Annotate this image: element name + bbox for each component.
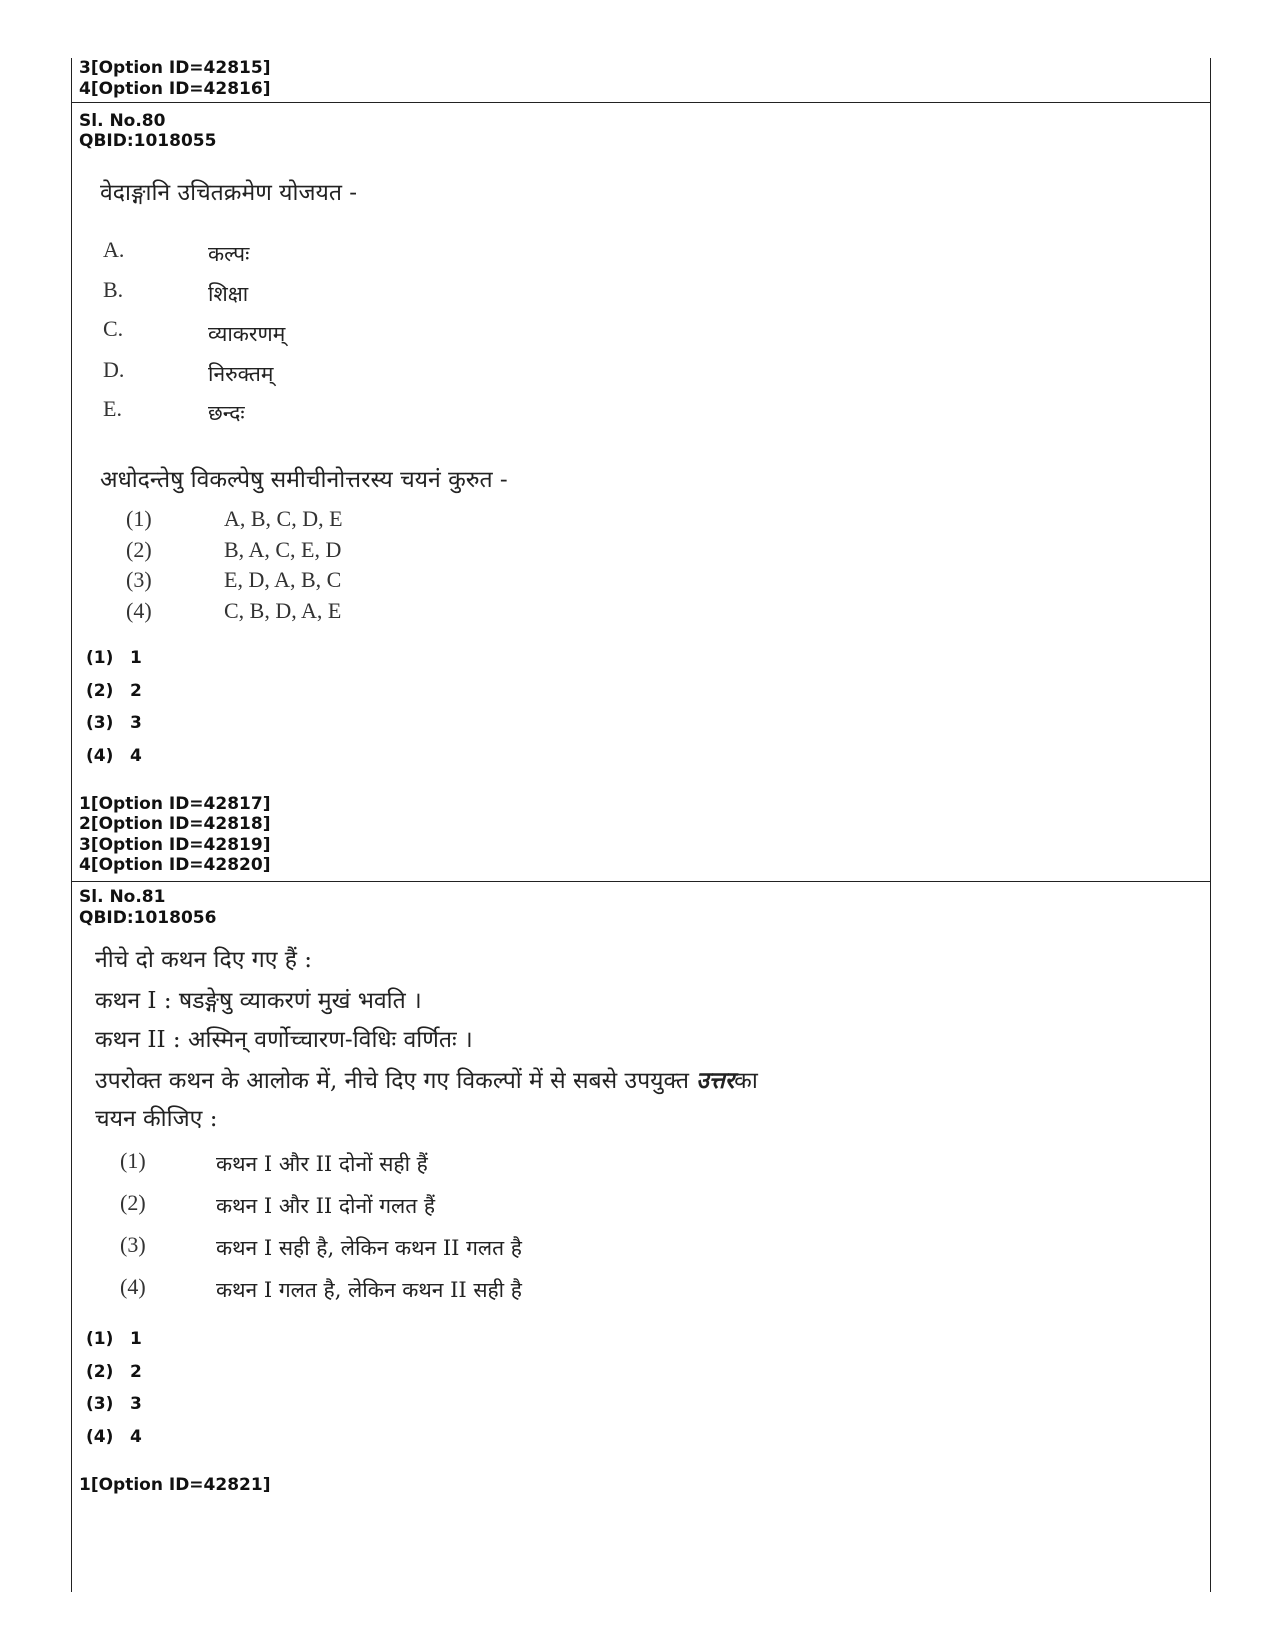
divider <box>71 881 1211 882</box>
answer-option[interactable]: (2) 2 <box>86 681 142 701</box>
answer-option[interactable]: (1) 1 <box>86 1329 142 1349</box>
option-id-line: 4[Option ID=42816] <box>79 79 271 99</box>
match-item-label: A. <box>103 237 125 262</box>
statement-2: कथन II : अस्मिन् वर्णोच्चारण-विधिः वर्णितः । <box>95 1027 473 1053</box>
choice-number: (3) <box>120 1232 146 1257</box>
match-item-label: D. <box>103 357 125 382</box>
choice-text: C, B, D, A, E <box>224 598 342 623</box>
divider <box>71 102 1211 103</box>
answer-option[interactable]: (3) 3 <box>86 713 142 733</box>
choice-text: कथन I गलत है, लेकिन कथन II सही है <box>216 1278 522 1302</box>
match-item-label: C. <box>103 316 124 341</box>
answer-option[interactable]: (4) 4 <box>86 1427 142 1447</box>
question-bank-id: QBID:1018055 <box>79 131 217 151</box>
match-item-text: शिक्षा <box>208 282 249 306</box>
serial-number: Sl. No.80 <box>79 111 166 131</box>
choice-number: (3) <box>126 567 152 592</box>
choice-number: (1) <box>120 1148 146 1173</box>
choice-number: (4) <box>126 598 152 623</box>
question-instruction-cont: चयन कीजिए : <box>95 1106 218 1132</box>
choice-text: B, A, C, E, D <box>224 537 342 562</box>
answer-option[interactable]: (4) 4 <box>86 746 142 766</box>
choice-text: कथन I और II दोनों गलत हैं <box>216 1194 436 1218</box>
question-intro: नीचे दो कथन दिए गए हैं : <box>95 947 313 973</box>
option-id-line: 2[Option ID=42818] <box>79 814 271 834</box>
option-id-line: 1[Option ID=42821] <box>79 1475 271 1495</box>
choice-text: A, B, C, D, E <box>224 506 343 531</box>
question-instruction: अधोदन्तेषु विकल्पेषु समीचीनोत्तरस्य चयनं कुरुत - <box>100 467 508 493</box>
match-item-text: निरुक्तम् <box>208 362 274 386</box>
choice-text: कथन I सही है, लेकिन कथन II गलत है <box>216 1236 522 1260</box>
choice-number: (4) <box>120 1274 146 1299</box>
statement-1: कथन I : षडङ्गेषु व्याकरणं मुखं भवति । <box>95 988 422 1014</box>
choice-number: (2) <box>126 537 152 562</box>
match-item-text: कल्पः <box>208 242 250 266</box>
option-id-line: 4[Option ID=42820] <box>79 855 271 875</box>
answer-option[interactable]: (1) 1 <box>86 648 142 668</box>
option-id-line: 3[Option ID=42819] <box>79 835 271 855</box>
serial-number: Sl. No.81 <box>79 887 166 907</box>
question-bank-id: QBID:1018056 <box>79 908 217 928</box>
question-instruction: उपरोक्त कथन के आलोक में, नीचे दिए गए विकल्पों में से सबसे उपयुक्त उत्तरका <box>95 1067 758 1094</box>
choice-text: कथन I और II दोनों सही हैं <box>216 1152 428 1176</box>
match-item-label: E. <box>103 396 122 421</box>
answer-option[interactable]: (2) 2 <box>86 1362 142 1382</box>
match-item-label: B. <box>103 277 124 302</box>
choice-text: E, D, A, B, C <box>224 567 342 592</box>
match-item-text: व्याकरणम् <box>208 322 286 346</box>
option-id-line: 3[Option ID=42815] <box>79 58 271 78</box>
answer-option[interactable]: (3) 3 <box>86 1394 142 1414</box>
option-id-line: 1[Option ID=42817] <box>79 794 271 814</box>
question-stem: वेदाङ्गानि उचितक्रमेण योजयत - <box>100 180 358 206</box>
choice-number: (2) <box>120 1190 146 1215</box>
choice-number: (1) <box>126 506 152 531</box>
match-item-text: छन्दः <box>208 401 245 425</box>
